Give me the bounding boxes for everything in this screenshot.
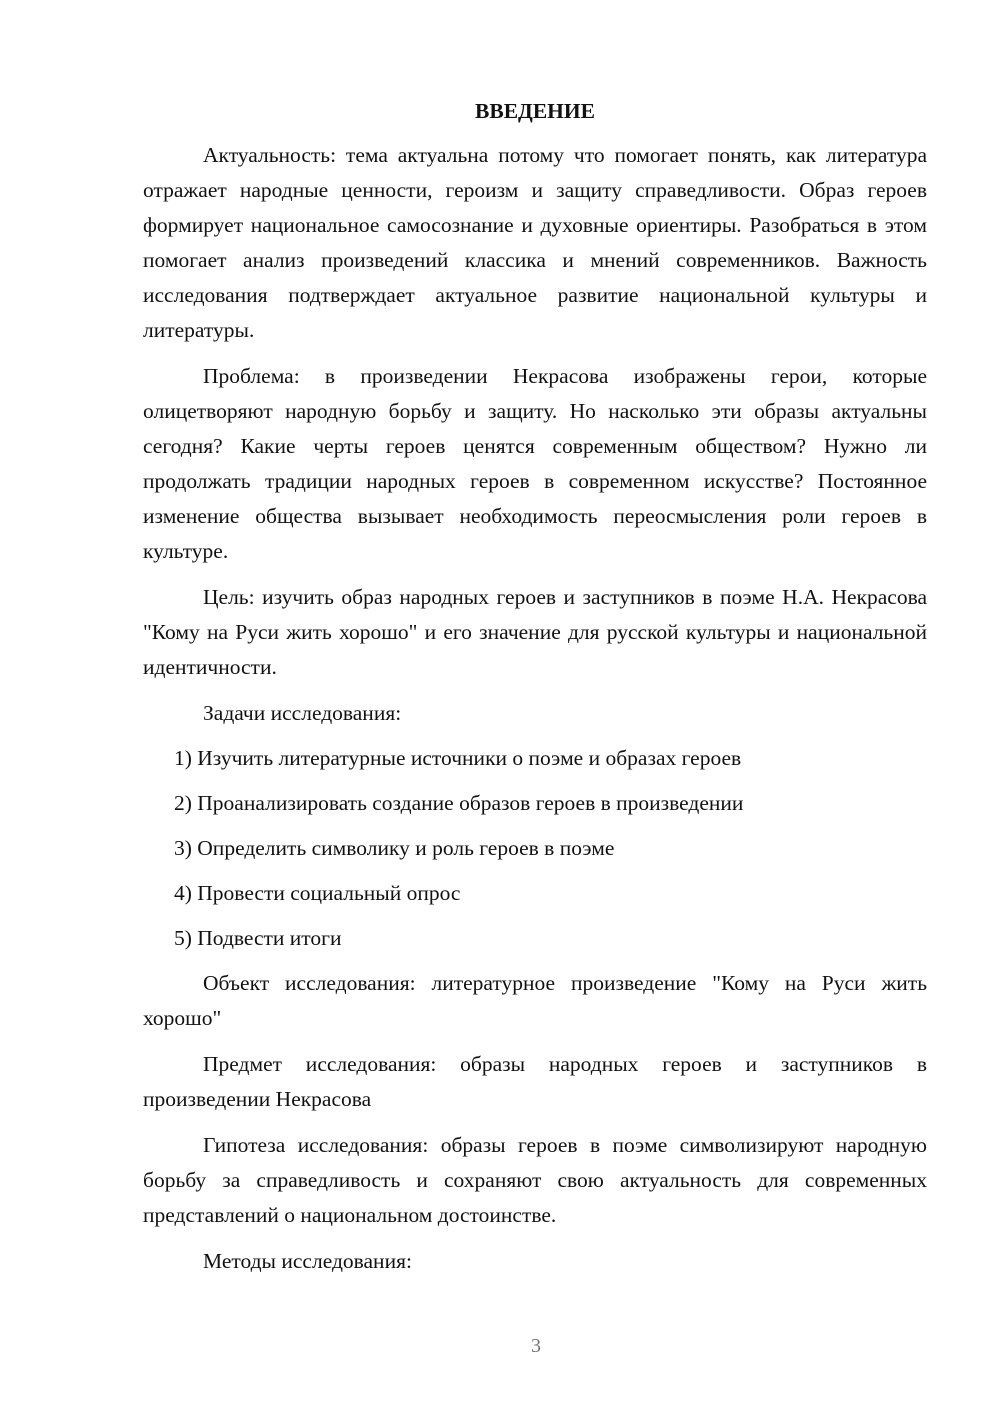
- methods-heading: Методы исследования:: [203, 1249, 412, 1273]
- relevance-paragraph: Актуальность: тема актуальна потому что помогает понять, как литература отражает народные ценности, героизм и защиту справедливости. Образ героев формирует национальное самосознание и духовные ориентиры. Разобраться в этом помогает анализ произведений классика и мнений современников. Важность исследования подтверждает актуальное развитие национальной культуры и литературы.: [143, 143, 927, 342]
- object-paragraph: Объект исследования: литературное произведение "Кому на Руси жить хорошо": [143, 971, 927, 1030]
- page-number: 3: [531, 1335, 541, 1357]
- list-item: 2) Проанализировать создание образов героев в произведении: [174, 791, 744, 815]
- list-item: 3) Определить символику и роль героев в поэме: [174, 836, 615, 860]
- list-item: 5) Подвести итоги: [174, 926, 342, 950]
- problem-paragraph: Проблема: в произведении Некрасова изображены герои, которые олицетворяют народную борьбу и защиту. Но насколько эти образы актуальны сегодня? Какие черты героев ценятся современным обществом? Нужно ли продолжать традиции народных героев в современном искусстве? Постоянное изменение общества вызывает необходимость переосмысления роли героев в культуре.: [143, 364, 927, 563]
- list-item: 4) Провести социальный опрос: [174, 881, 461, 905]
- tasks-list: [143, 741, 927, 956]
- subject-paragraph: Предмет исследования: образы народных героев и заступников в произведении Некрасова: [143, 1052, 927, 1111]
- hypothesis-paragraph: Гипотеза исследования: образы героев в поэме символизируют народную борьбу за справедливость и сохраняют свою актуальность для современных представлений о национальном достоинстве.: [143, 1133, 927, 1227]
- tasks-heading: Задачи исследования:: [203, 701, 402, 725]
- document-page: [143, 96, 927, 1290]
- list-item: 1) Изучить литературные источники о поэме и образах героев: [174, 746, 742, 770]
- goal-paragraph: Цель: изучить образ народных героев и заступников в поэме Н.А. Некрасова "Кому на Руси жить хорошо" и его значение для русской культуры и национальной идентичности.: [143, 585, 927, 679]
- page-title: ВВЕДЕНИЕ: [475, 99, 595, 123]
